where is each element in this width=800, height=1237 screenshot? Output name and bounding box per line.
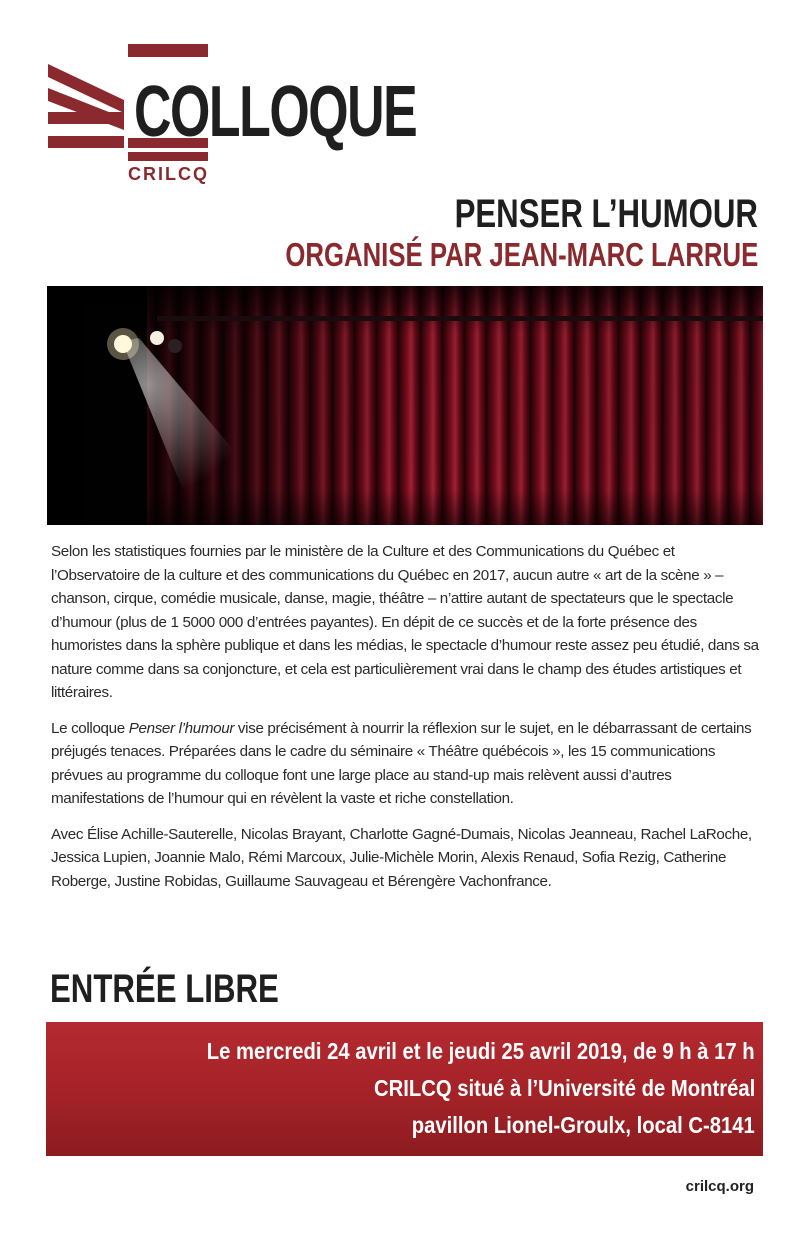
colloque-logo xyxy=(46,42,417,192)
page-title: PENSER L’HUMOUR xyxy=(454,192,758,236)
stage-curtain-photo xyxy=(47,286,763,525)
colloque-title-italic: Penser l’humour xyxy=(128,719,235,737)
website-link[interactable]: crilcq.org xyxy=(685,1178,754,1195)
organizer-subtitle: ORGANISÉ PAR JEAN-MARC LARRUE xyxy=(285,236,758,273)
free-entry-heading: ENTRÉE LIBRE xyxy=(50,967,279,1011)
paragraph-text: Le colloque xyxy=(51,719,129,737)
intro-paragraph: Selon les statistiques fournies par le ministère de la Culture et des Communications du Québec et l’Observatoire de la culture et des communications du Québec en 2017, aucun autre « art de la scène » – chanson, cirque, comédie musicale, danse, magie, théâtre – n’attire autant de spectateurs que le spectacle d’humour (plus de 1 5000 000 d’entrées payantes). En dépit de ce succès et de la forte présence des humoristes dans la sphère publique et dans les médias, le spectacle d’humour reste assez peu étudié, dans sa nature comme dans sa conjoncture, et cela est particulièrement vrai dans le champ des études artistiques et littéraires. xyxy=(51,543,759,701)
description xyxy=(51,540,763,905)
paragraph-text: vise précisément à nourrir la réflexion sur le sujet, en le débarrassant de certains préjugés tenaces. Préparées dans le cadre du séminaire « Théâtre québécois », les 15 communications prévues au programme du colloque font une large place au stand-up mais relèvent aussi d’autres manifestations de l’humour qui en révèlent la vaste et riche constellation. xyxy=(51,719,752,807)
colloque-paragraph xyxy=(51,717,763,811)
logo-subtitle: CRILCQ xyxy=(128,164,209,184)
logo-word: COLLOQUE xyxy=(134,72,417,152)
event-dates: Le mercredi 24 avril et le jeudi 25 avril 2019, de 9 h à 17 h xyxy=(207,1038,755,1064)
event-location: CRILCQ situé à l’Université de Montréal xyxy=(373,1075,755,1101)
event-room: pavillon Lionel-Groulx, local C-8141 xyxy=(411,1112,755,1138)
speakers-paragraph: Avec Élise Achille-Sauterelle, Nicolas Brayant, Charlotte Gagné-Dumais, Nicolas Jeanneau, Rachel LaRoche, Jessica Lupien, Joannie Malo, Rémi Marcoux, Julie-Michèle Morin, Alexis Renaud, Sofia Rezig, Catherine Roberge, Justine Robidas, Guillaume Sauvageau et Bérengère Vachonfrance. xyxy=(51,825,752,890)
event-details-band xyxy=(46,1022,763,1156)
